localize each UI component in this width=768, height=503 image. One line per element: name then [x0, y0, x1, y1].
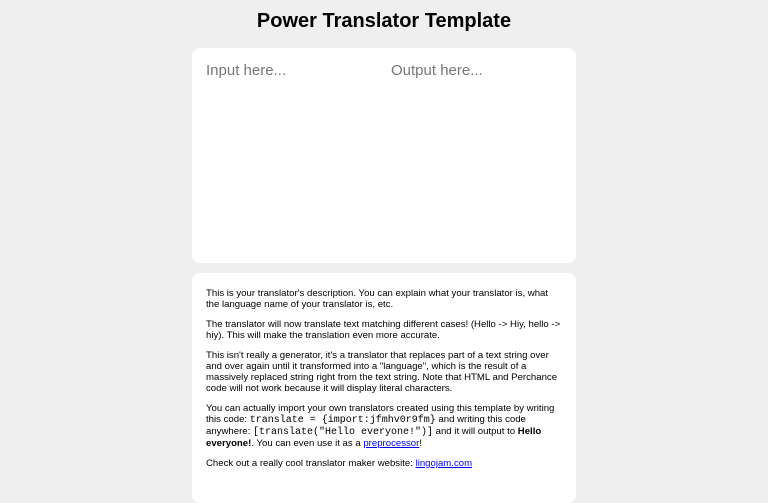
description-paragraph-3: This isn't really a generator, it's a translator that replaces part of a text string over and over again until it transformed into a "language", which is the result of a massively replaced string right from the text string. Note that HTML and Perchance code will not work because it will display literal characters. — [206, 350, 558, 394]
description-paragraph-4 — [206, 403, 562, 449]
lingojam-link[interactable]: lingojam.com — [415, 458, 473, 469]
lingojam-text: Check out a really cool translator maker website: — [206, 458, 416, 469]
import-text-c: and it will output to — [432, 426, 518, 437]
description-panel — [192, 273, 576, 503]
import-text-e: ! — [419, 438, 423, 449]
description-paragraph-1: This is your translator's description. You can explain what your translator is, what the language name of your translator is, etc. — [206, 288, 549, 310]
translate-code: [translate("Hello everyone!")] — [252, 427, 433, 438]
import-text-d: . You can even use it as a — [251, 438, 364, 449]
description-paragraph-5 — [206, 458, 562, 469]
import-code: translate = {import:jfmhv0r9fm} — [249, 415, 436, 426]
import-text-a: You can actually import your own translators created using this template by writing this code: — [206, 403, 555, 425]
import-text-b: and writing this code anywhere: — [206, 414, 526, 437]
preprocessor-link[interactable]: preprocessor — [363, 438, 420, 449]
output-textarea[interactable] — [391, 54, 561, 262]
description-paragraph-2: The translator will now translate text matching different cases! (Hello -> Hiy, hello -> hiy). This will make the translation even more accurate. — [206, 319, 561, 341]
translator-panel — [192, 48, 576, 263]
output-example: Hello everyone! — [206, 426, 542, 449]
page-title: Power Translator Template — [256, 10, 512, 32]
input-textarea[interactable] — [206, 54, 376, 262]
